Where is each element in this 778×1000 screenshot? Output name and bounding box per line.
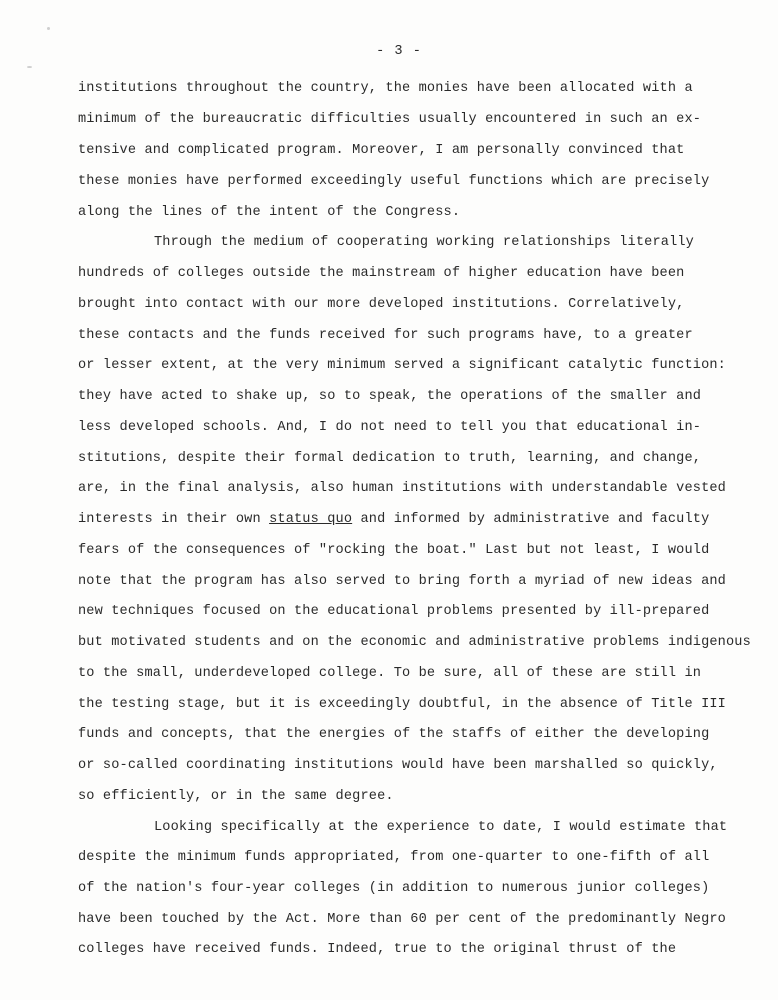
text-line: Through the medium of cooperating working relationships literally [154, 235, 694, 250]
text-line: new techniques focused on the educational problems presented by ill-prepared [78, 604, 710, 619]
text-line [78, 512, 709, 528]
text-line: funds and concepts, that the energies of the staffs of either the developing [78, 727, 710, 742]
text-line: hundreds of colleges outside the mainstream of higher education have been [78, 266, 685, 281]
text-span: interests in their own [78, 512, 270, 527]
text-span: and informed by administrative and faculty [352, 512, 710, 527]
text-line: despite the minimum funds appropriated, from one-quarter to one-fifth of all [78, 850, 710, 865]
text-line: institutions throughout the country, the monies have been allocated with a [78, 81, 693, 96]
text-line: to the small, underdeveloped college. To be sure, all of these are still in [78, 666, 702, 681]
text-line: so efficiently, or in the same degree. [78, 789, 394, 804]
text-line: along the lines of the intent of the Congress. [78, 205, 461, 220]
paper-speck [47, 27, 50, 30]
underlined-phrase: status quo [269, 512, 353, 527]
text-line: minimum of the bureaucratic difficulties usually encountered in such an ex- [78, 112, 702, 127]
text-line: these contacts and the funds received for such programs have, to a greater [78, 328, 693, 343]
text-line: the testing stage, but it is exceedingly doubtful, in the absence of Title III [78, 697, 726, 712]
text-line: are, in the final analysis, also human institutions with understandable vested [78, 481, 726, 496]
text-line: or so-called coordinating institutions would have been marshalled so quickly, [78, 758, 718, 773]
text-line: fears of the consequences of "rocking the boat." Last but not least, I would [78, 543, 710, 558]
text-line: colleges have received funds. Indeed, true to the original thrust of the [78, 942, 677, 957]
text-line: note that the program has also served to bring forth a myriad of new ideas and [78, 574, 726, 589]
text-line: stitutions, despite their formal dedication to truth, learning, and change, [78, 451, 702, 466]
text-line: but motivated students and on the economic and administrative problems indigenous [78, 635, 751, 650]
paper-speck [27, 66, 32, 68]
text-line: less developed schools. And, I do not need to tell you that educational in- [78, 420, 702, 435]
page-number: - 3 - [376, 44, 422, 59]
text-line: tensive and complicated program. Moreover, I am personally convinced that [78, 143, 685, 158]
text-line: these monies have performed exceedingly useful functions which are precisely [78, 174, 710, 189]
text-line: of the nation's four-year colleges (in addition to numerous junior colleges) [78, 881, 710, 896]
text-line: Looking specifically at the experience to date, I would estimate that [154, 820, 728, 835]
text-line: they have acted to shake up, so to speak, the operations of the smaller and [78, 389, 702, 404]
text-line: have been touched by the Act. More than 60 per cent of the predominantly Negro [78, 912, 726, 927]
text-line: or lesser extent, at the very minimum served a significant catalytic function: [78, 358, 726, 373]
text-line: brought into contact with our more developed institutions. Correlatively, [78, 297, 685, 312]
